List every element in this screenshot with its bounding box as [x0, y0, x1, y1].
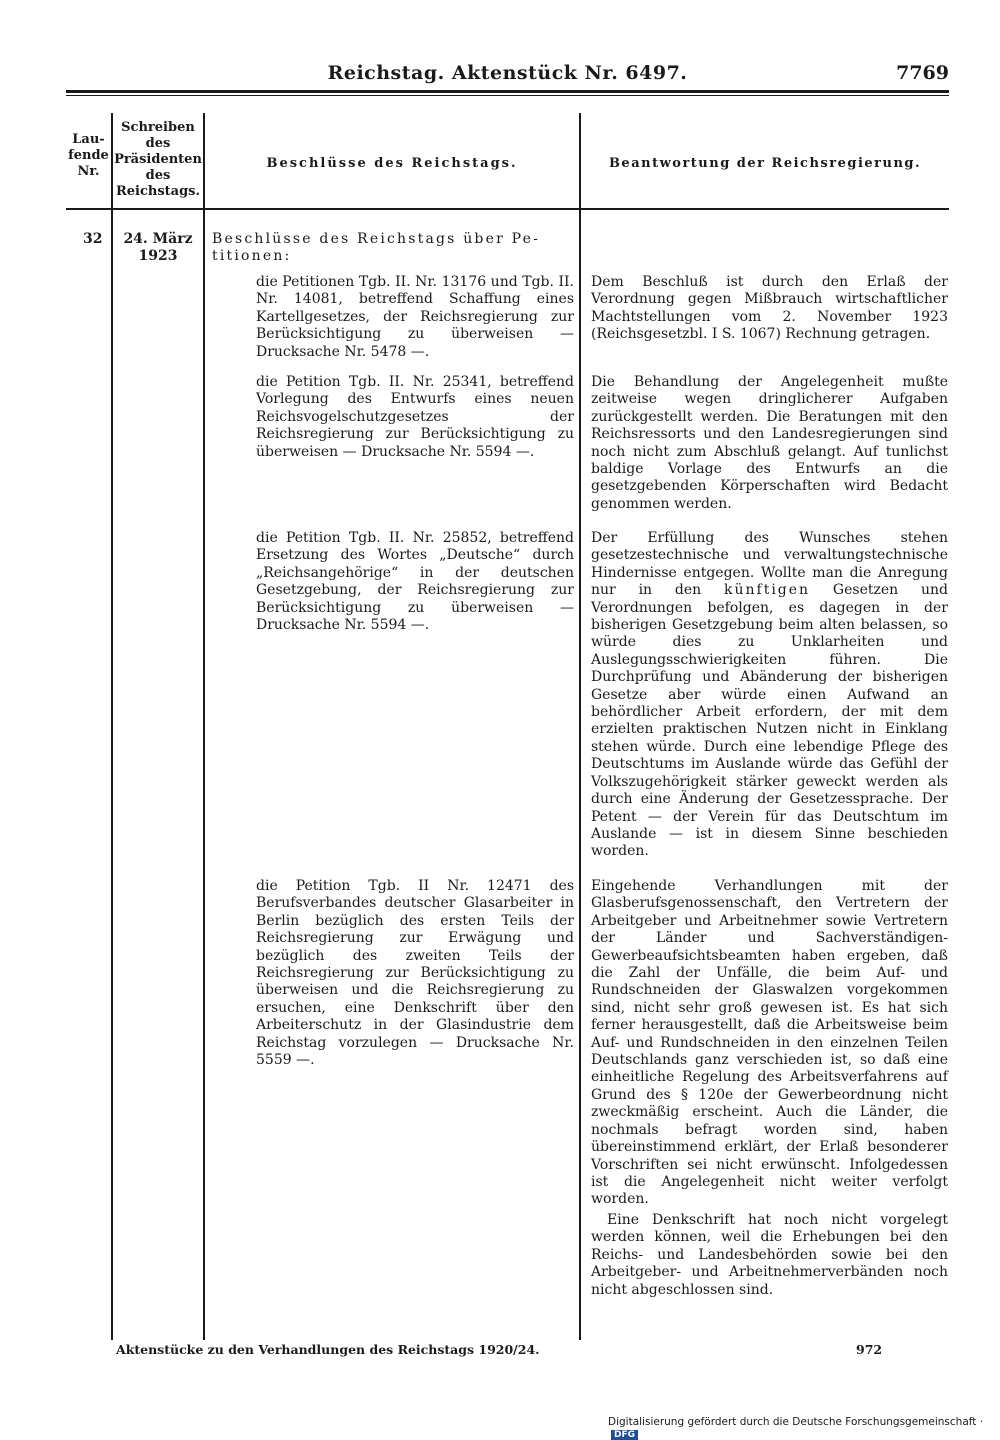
reply-3-text-b: Gesetzen und Verordnungen befolgen, es dagegen in der bisherigen Gesetzgebung beim alten belassen, so würde dies zu Unklarheiten und Auslegungsschwierigkeiten führen. Die Durchprüfung und Abänderung der bisherigen Gesetze aber würde einen Aufwand an behördlicher Arbeit erfordern, der mit dem erzielten praktischen Nutzen nicht in Einklang stehen würde. Durch eine lebendige Pflege des Deutschtums im Auslande würde das Gefühl der Volkszugehörigkeit stärker geweckt werden als durch eine Änderung der Gesetzessprache. Der Petent — der Verein für das Deutschtum im Auslande — ist in diesem Sinne beschieden worden.	[591, 582, 948, 860]
column-divider-3	[579, 113, 581, 1340]
digitization-note	[608, 1416, 1000, 1440]
resolution-2: die Petition Tgb. II. Nr. 25341, betreffend Vorlegung des Entwurfs eines neuen Reichsvogelschutzgesetzes der Reichsregierung zur Berücksichtigung zu überweisen — Drucksache Nr. 5594 —.	[256, 374, 574, 460]
column-header-laufende-nr: Lau- fende Nr.	[68, 132, 109, 179]
row-date: 24. März 1923	[123, 231, 193, 264]
resolution-4: die Petition Tgb. II Nr. 12471 des Berufsverbandes deutscher Glasarbeiter in Berlin bezüglich des ersten Teils der Reichsregierung zur Erwägung und bezüglich des zweiten Teils der Reichsregierung zur Berücksichtigung zu überweisen und die Reichsregierung zu ersuchen, eine Denkschrift über den Arbeiterschutz in der Glasindustrie dem Reichstag vorzulegen — Drucksache Nr. 5559 —.	[256, 878, 574, 1069]
digitization-text: Digitalisierung gefördert durch die Deutsche Forschungsgemeinschaft ·	[608, 1416, 984, 1428]
row-number: 32	[83, 231, 103, 247]
column-header-beantwortung: Beantwortung der Reichsregierung.	[608, 156, 922, 171]
header-rule-thin	[66, 95, 949, 96]
page-number: 7769	[896, 62, 949, 84]
header-rule-thick	[66, 90, 949, 93]
column-header-schreiben: Schreiben des Präsidenten des Reichstags.	[114, 120, 202, 199]
resolution-3: die Petition Tgb. II. Nr. 25852, betreffend Ersetzung des Wortes „Deutsche“ durch „Reichsangehörige“ in der deutschen Gesetzgebung, der Reichsregierung zur Berücksichtigung zu überweisen — Drucksache Nr. 5594 —.	[256, 530, 574, 634]
resolution-1: die Petitionen Tgb. II. Nr. 13176 und Tgb. II. Nr. 14081, betreffend Schaffung eines Kartellgesetzes, der Reichsregierung zur Berücksichtigung zu überweisen — Drucksache Nr. 5478 —.	[256, 274, 574, 360]
government-reply-3	[591, 530, 948, 861]
column-divider-1	[111, 113, 113, 1340]
resolutions-intro: Beschlüsse des Reichstags über Pe- titionen:	[212, 231, 541, 265]
page-header	[66, 62, 949, 86]
table-header-rule	[66, 208, 949, 210]
sheet-number: 972	[856, 1342, 883, 1357]
dfg-logo: DFG	[611, 1430, 638, 1440]
page-title: Reichstag. Aktenstück Nr. 6497.	[327, 62, 688, 84]
source-footer: Aktenstücke zu den Verhandlungen des Reichstags 1920/24.	[116, 1342, 540, 1357]
government-reply-1: Dem Beschluß ist durch den Erlaß der Verordnung gegen Mißbrauch wirtschaftlicher Machtstellungen vom 2. November 1923 (Reichsgesetzbl. I S. 1067) Rechnung getragen.	[591, 274, 948, 343]
government-reply-4-continued: Eine Denkschrift hat noch nicht vorgelegt werden können, weil die Erhebungen bei den Reichs- und Landesbehörden sowie bei den Arbeitgeber- und Arbeitnehmerverbänden noch nicht abgeschlossen sind.	[591, 1212, 948, 1298]
reply-3-text-a: Der Erfüllung des Wunsches stehen gesetzestechnische und verwaltungstechnische Hindernisse entgegen. Wollte man die Anregung nur in den	[591, 530, 948, 599]
column-divider-2	[203, 113, 205, 1340]
government-reply-2: Die Behandlung der Angelegenheit mußte zeitweise wegen dringlicherer Aufgaben zurückgestellt werden. Die Beratungen mit den Reichsressorts und den Landesregierungen sind noch nicht zum Abschluß gelangt. Auf tunlichst baldige Vorlage des Entwurfs an die gesetzgebenden Körperschaften wird Bedacht genommen werden.	[591, 374, 948, 512]
column-header-beschluesse: Beschlüsse des Reichstags.	[266, 156, 518, 171]
reply-3-emphasis: künftigen	[724, 582, 811, 599]
government-reply-4: Eingehende Verhandlungen mit der Glasberufsgenossenschaft, den Vertretern der Arbeitgeber und Arbeitnehmer sowie Vertretern der Länder und Sachverständigen-Gewerbeaufsichtsbeamten haben ergeben, daß die Zahl der Unfälle, die beim Auf- und Rundschneiden der Glaswalzen vorgekommen sind, nicht sehr groß gewesen ist. Es hat sich ferner herausgestellt, daß die Arbeitsweise beim Auf- und Rundschneiden in den einzelnen Teilen Deutschlands ganz verschieden ist, so daß eine einheitliche Regelung des Arbeitsverfahrens auf Grund des § 120e der Gewerbeordnung nicht zweckmäßig erscheint. Auch die Länder, die nochmals befragt worden sind, haben übereinstimmend erklärt, der Erlaß besonderer Vorschriften sei nicht erwünscht. Infolgedessen ist die Angelegenheit nicht weiter verfolgt worden.	[591, 878, 948, 1208]
